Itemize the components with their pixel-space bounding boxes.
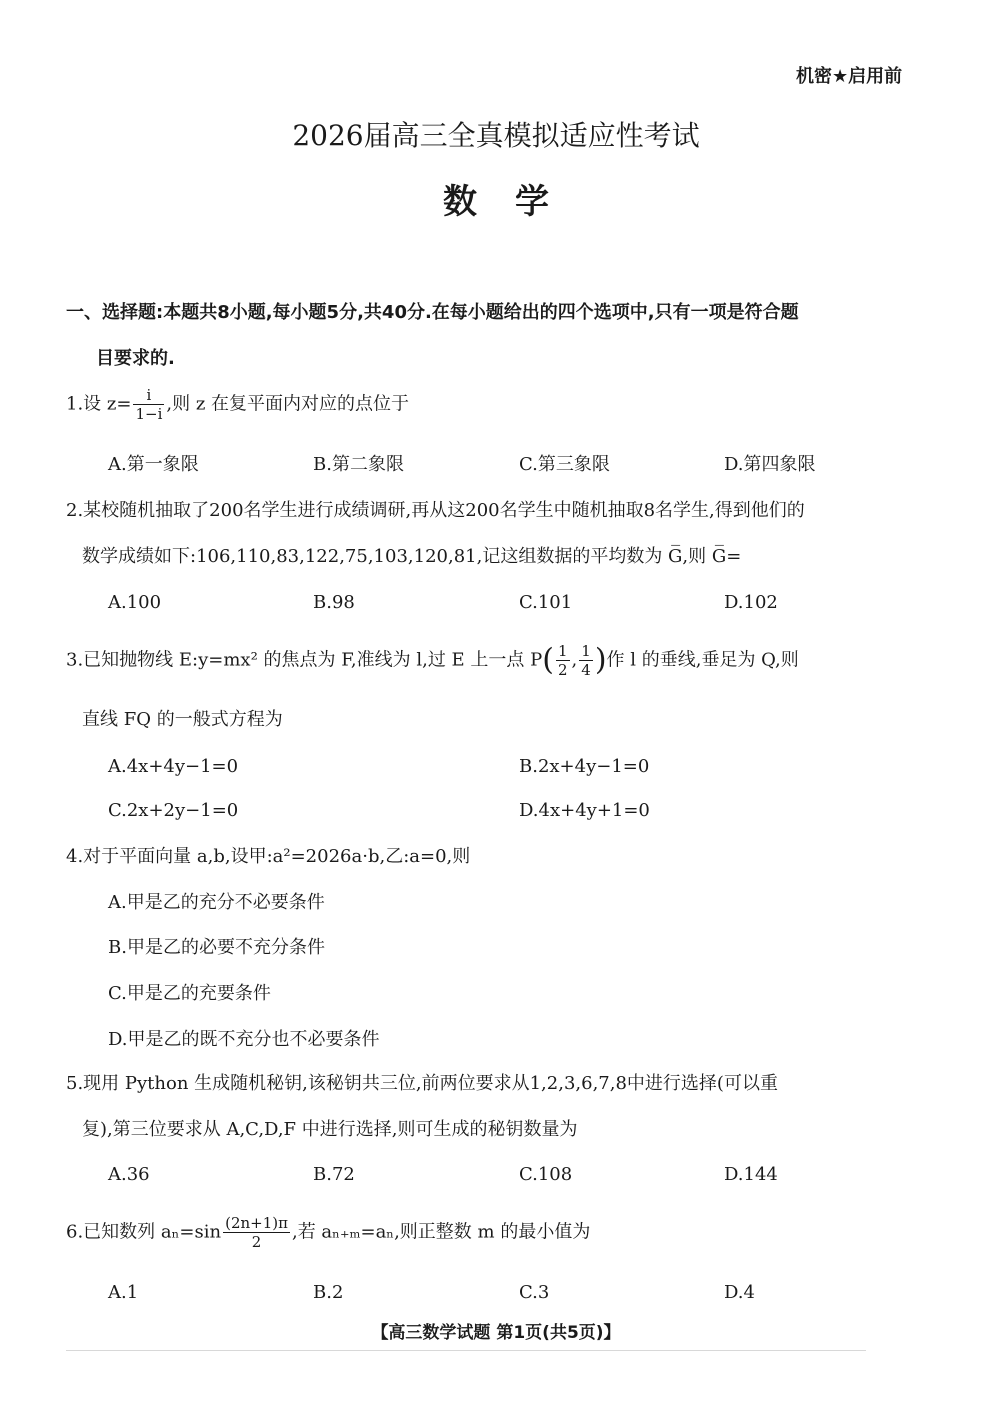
question-4-option-b: B.甲是乙的必要不充分条件: [108, 937, 325, 958]
question-5-option-a: A.36: [108, 1164, 150, 1185]
question-3-fraction-2: [579, 642, 593, 679]
footer-divider: [66, 1350, 866, 1351]
question-3-open-paren: (: [542, 642, 554, 678]
question-2-line-2: 数学成绩如下:106,110,83,122,75,103,120,81,记这组数据的平均数为 G̅,则 G̅=: [82, 546, 742, 567]
section-line-2: 目要求的.: [96, 348, 175, 369]
question-5-option-d: D.144: [724, 1164, 778, 1185]
question-6-frac-den: 2: [251, 1233, 262, 1251]
question-6-stem: [66, 1214, 590, 1251]
question-3-option-b: B.2x+4y−1=0: [519, 756, 650, 777]
question-4-option-d: D.甲是乙的既不充分也不必要条件: [108, 1029, 380, 1050]
question-1-option-d: D.第四象限: [724, 454, 816, 475]
page-footer: 【高三数学试题 第1页(共5页)】: [371, 1323, 621, 1343]
question-1-stem: [66, 386, 409, 423]
question-6-suffix: ,若 aₙ₊ₘ=aₙ,则正整数 m 的最小值为: [291, 1221, 591, 1243]
question-3-option-c: C.2x+2y−1=0: [108, 800, 239, 821]
question-3-frac1-num: 1: [557, 642, 568, 660]
question-2-option-d: D.102: [724, 592, 778, 613]
question-3-option-a: A.4x+4y−1=0: [108, 756, 239, 777]
question-5-line-2: 复),第三位要求从 A,C,D,F 中进行选择,则可生成的秘钥数量为: [82, 1119, 578, 1140]
question-6-option-c: C.3: [519, 1282, 550, 1303]
question-3-prefix: 3.已知抛物线 E:y=mx² 的焦点为 F,准线为 l,过 E 上一点 P: [66, 649, 543, 671]
question-1-option-a: A.第一象限: [108, 454, 199, 475]
question-3-line-2: 直线 FQ 的一般式方程为: [82, 709, 283, 730]
question-4-option-c: C.甲是乙的充要条件: [108, 983, 271, 1004]
question-3-frac1-den: 2: [557, 661, 568, 679]
question-1-frac-den: 1−i: [135, 405, 163, 423]
question-5-option-c: C.108: [519, 1164, 573, 1185]
question-3-comma: ,: [571, 649, 578, 671]
question-3-fraction-1: [556, 642, 570, 679]
question-2-option-b: B.98: [313, 592, 355, 613]
question-3-close-paren: ): [594, 642, 607, 678]
question-3-suffix: 作 l 的垂线,垂足为 Q,则: [606, 649, 799, 671]
section-heading: [66, 290, 926, 382]
question-4-line-1: 4.对于平面向量 a,b,设甲:a²=2026a·b,乙:a=0,则: [66, 846, 471, 867]
question-1-frac-num: i: [133, 386, 164, 405]
question-6-option-d: D.4: [724, 1282, 755, 1303]
question-6-fraction: [223, 1214, 290, 1251]
question-2-option-c: C.101: [519, 592, 573, 613]
question-6-option-a: A.1: [108, 1282, 139, 1303]
question-6-frac-num: (2n+1)π: [225, 1214, 288, 1232]
question-3-frac2-num: 1: [581, 642, 591, 660]
subject-title: 数学: [443, 182, 587, 222]
section-line-1: 一、选择题:本题共8小题,每小题5分,共40分.在每小题给出的四个选项中,只有一项是符合题: [66, 302, 799, 323]
question-3-stem: [66, 642, 799, 679]
confidential-label: 机密★启用前: [796, 66, 903, 87]
question-3-frac2-den: 4: [581, 661, 591, 679]
exam-title: 2026届高三全真模拟适应性考试: [292, 119, 700, 152]
question-4-option-a: A.甲是乙的充分不必要条件: [108, 892, 325, 913]
question-1-option-b: B.第二象限: [313, 454, 404, 475]
question-2-option-a: A.100: [108, 592, 162, 613]
question-1-suffix: ,则 z 在复平面内对应的点位于: [166, 393, 410, 415]
question-1-prefix: 1.设 z=: [66, 393, 132, 415]
question-5-line-1: 5.现用 Python 生成随机秘钥,该秘钥共三位,前两位要求从1,2,3,6,7,8中进行选择(可以重: [66, 1073, 778, 1094]
question-5-option-b: B.72: [313, 1164, 355, 1185]
question-1-fraction: [133, 386, 164, 423]
question-6-prefix: 6.已知数列 aₙ=sin: [66, 1221, 222, 1243]
question-1-option-c: C.第三象限: [519, 454, 610, 475]
question-6-option-b: B.2: [313, 1282, 344, 1303]
question-2-line-1: 2.某校随机抽取了200名学生进行成绩调研,再从这200名学生中随机抽取8名学生,得到他们的: [66, 500, 805, 521]
question-3-option-d: D.4x+4y+1=0: [519, 800, 650, 821]
